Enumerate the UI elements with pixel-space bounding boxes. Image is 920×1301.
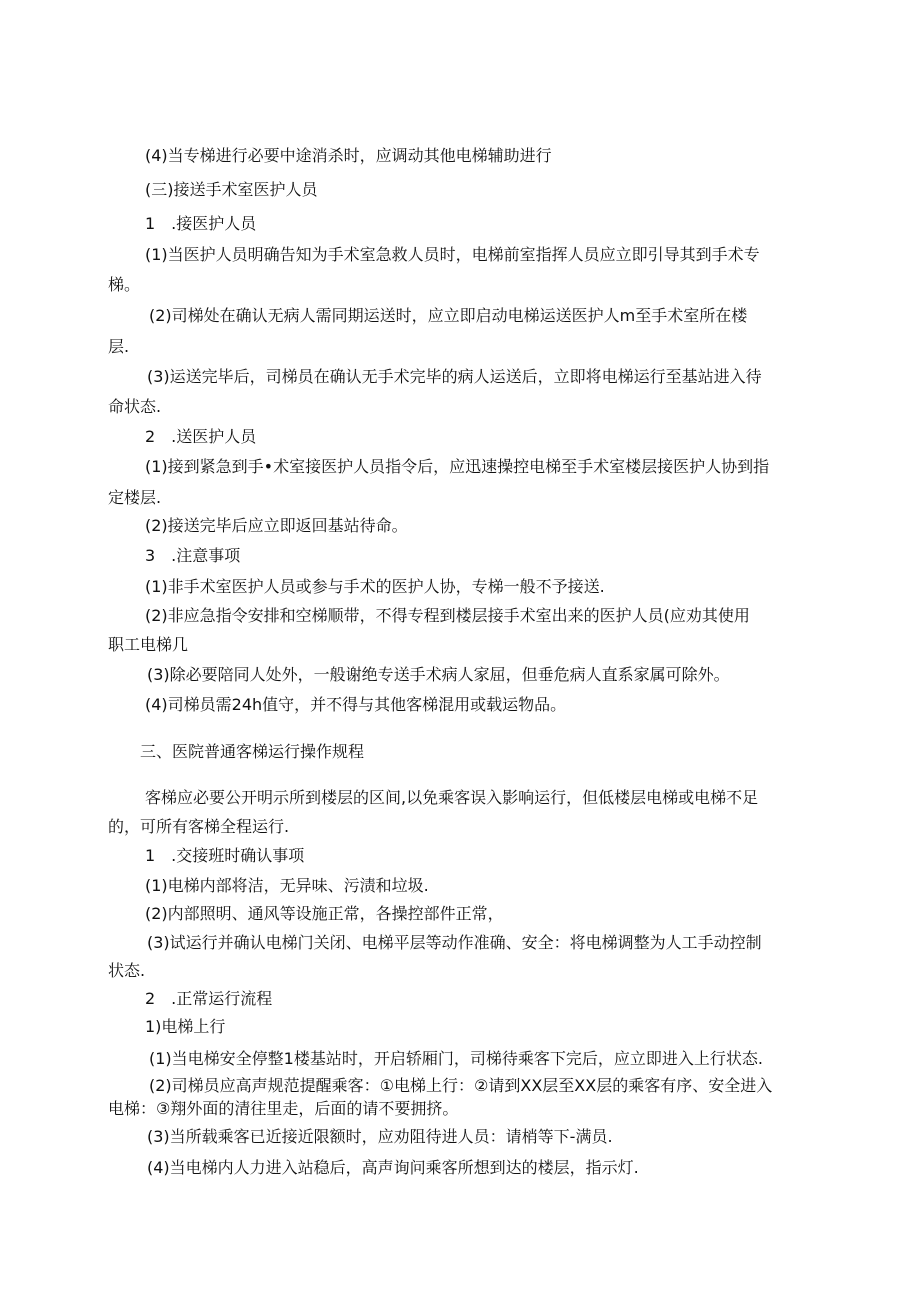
paragraph-line: 梯。 [108, 275, 141, 294]
paragraph-line: (1)非手术室医护人员或参与手术的医护人协，专梯一般不予接送. [145, 577, 605, 596]
paragraph-line: 定楼层. [108, 488, 162, 507]
paragraph-line: 电梯：③翔外面的清往里走，后面的请不要拥挤。 [108, 1099, 459, 1118]
paragraph-line: (1)当电梯安全停整1楼基站时，开启轿厢门，司梯待乘客下完后，应立即进入上行状态. [149, 1049, 763, 1068]
paragraph-line: (2)非应急指令安排和空梯顺带，不得专程到楼层接手术室出来的医护人员(应劝其使用 [145, 606, 750, 625]
paragraph-line: (3)试运行并确认电梯门关闭、电梯平层等动作准确、安全：将电梯调整为人工手动控制 [147, 933, 762, 952]
paragraph-line: (4)当专梯进行必要中途消杀时，应调动其他电梯辅助进行 [145, 146, 552, 165]
subsection-heading: 1 .接医护人员 [145, 214, 257, 233]
paragraph-line: 命状态. [108, 397, 162, 416]
paragraph-line: (2)司梯员应高声规范提醒乘客：①电梯上行：②请到XX层至XX层的乘客有序、安全进入 [149, 1076, 773, 1095]
subsection-heading: 2 .正常运行流程 [145, 989, 273, 1008]
paragraph-line: (1)接到紧急到手•术室接医护人员指令后，应迅速操控电梯至手术室楼层接医护人协到指 [145, 457, 770, 476]
paragraph-line: (2)内部照明、通风等设施正常，各操控部件正常， [145, 904, 504, 923]
paragraph-line: 客梯应必要公开明示所到楼层的区间,以免乘客误入影响运行，但低楼层电梯或电梯不足 [145, 788, 759, 807]
paragraph-line: (4)司梯员需24h值守，并不得与其他客梯混用或载运物品。 [145, 695, 567, 714]
paragraph-line: 1)电梯上行 [145, 1017, 226, 1036]
paragraph-line: 的，可所有客梯全程运行. [108, 817, 290, 836]
paragraph-line: 层. [108, 337, 130, 356]
paragraph-line: 职工电梯几 [108, 635, 189, 654]
paragraph-line: (2)接送完毕后应立即返回基站待命。 [145, 516, 408, 535]
paragraph-line: (2)司梯处在确认无病人需同期运送时，应立即启动电梯运送医护人m至手术室所在楼 [149, 306, 748, 325]
subsection-heading: 3 .注意事项 [145, 546, 241, 565]
chapter-heading: 三、医院普通客梯运行操作规程 [140, 742, 365, 761]
paragraph-line: (3)运送完毕后，司梯员在确认无手术完毕的病人运送后，立即将电梯运行至基站进入待 [147, 367, 762, 386]
section-heading: (三)接送手术室医护人员 [145, 180, 318, 199]
paragraph-line: (3)除必要陪同人处外，一般谢绝专送手术病人家屈，但垂危病人直系家属可除外。 [147, 665, 730, 684]
paragraph-line: (3)当所载乘客已近接近限额时，应劝阻待进人员：请梢等下-满员. [147, 1127, 613, 1146]
subsection-heading: 2 .送医护人员 [145, 427, 257, 446]
paragraph-line: 状态. [108, 961, 146, 980]
paragraph-line: (1)当医护人员明确告知为手术室急救人员时，电梯前室指挥人员应立即引导其到手术专 [145, 245, 760, 264]
paragraph-line: (4)当电梯内人力进入站稳后，高声询问乘客所想到达的楼层，指示灯. [147, 1158, 639, 1177]
subsection-heading: 1 .交接班时确认事项 [145, 846, 305, 865]
paragraph-line: (1)电梯内部将洁，无异味、污渍和垃圾. [145, 876, 429, 895]
